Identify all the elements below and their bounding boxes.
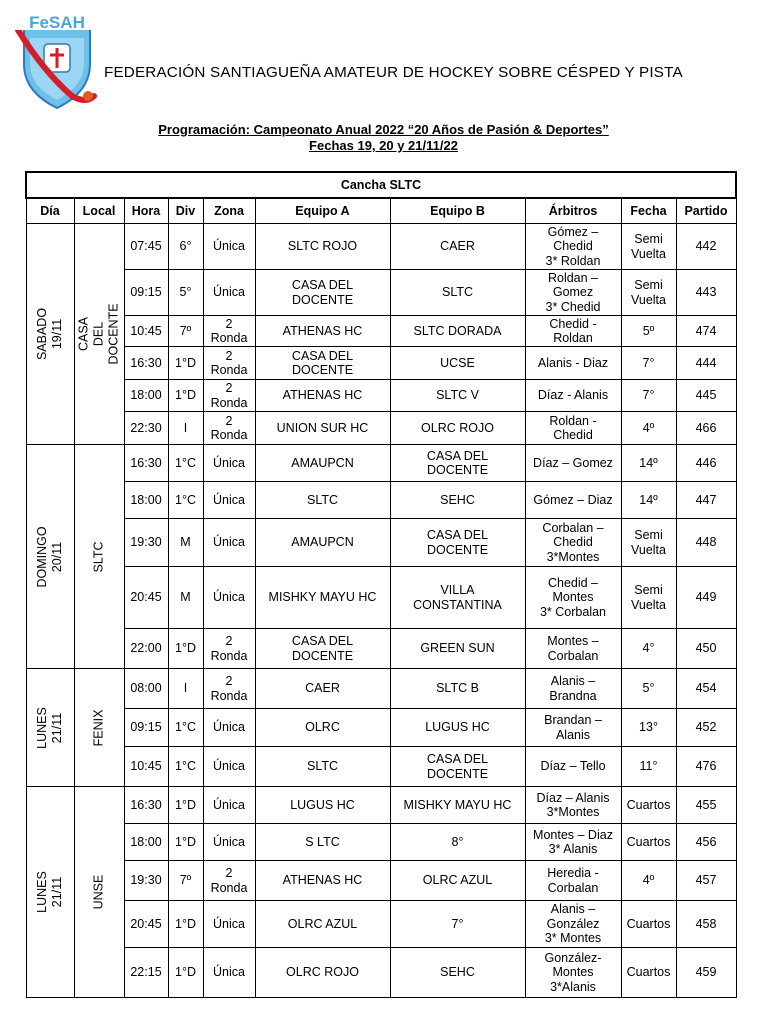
program-title-line2: Fechas 19, 20 y 21/11/22 xyxy=(309,138,458,153)
cell-zona: Única xyxy=(203,787,255,824)
cell-fecha: 4º xyxy=(621,412,676,445)
cell-b: GREEN SUN xyxy=(390,629,525,669)
cell-arb: Heredia - Corbalan xyxy=(525,861,621,901)
cell-hora: 16:30 xyxy=(124,347,168,380)
cell-partido: 466 xyxy=(676,412,736,445)
cell-b: CAER xyxy=(390,224,525,270)
table-row xyxy=(26,270,736,316)
table-row xyxy=(26,380,736,412)
cell-fecha: Semi Vuelta xyxy=(621,270,676,316)
cell-zona: Única xyxy=(203,482,255,519)
cell-b: SLTC DORADA xyxy=(390,316,525,347)
cell-partido: 458 xyxy=(676,901,736,948)
cell-b: 8° xyxy=(390,824,525,861)
column-header-row xyxy=(26,198,736,224)
table-row xyxy=(26,519,736,567)
cell-partido: 452 xyxy=(676,709,736,747)
day-cell xyxy=(26,787,74,998)
program-title-line1: Programación: Campeonato Anual 2022 “20 Años de Pasión & Deportes” xyxy=(158,122,609,137)
column-header: Día xyxy=(26,198,74,224)
cell-arb: Alanis – González 3* Montes xyxy=(525,901,621,948)
cell-b: OLRC AZUL xyxy=(390,861,525,901)
day-label: LUNES 21/11 xyxy=(35,706,64,749)
cell-div: 1°D xyxy=(168,347,203,380)
column-header: Equipo A xyxy=(255,198,390,224)
day-cell xyxy=(26,224,74,445)
cell-div: 1°C xyxy=(168,482,203,519)
cell-partido: 443 xyxy=(676,270,736,316)
cell-a: ATHENAS HC xyxy=(255,861,390,901)
cell-fecha: 4° xyxy=(621,629,676,669)
cell-zona: Única xyxy=(203,270,255,316)
venue-cell xyxy=(74,224,124,445)
cell-b: SLTC B xyxy=(390,669,525,709)
cell-partido: 447 xyxy=(676,482,736,519)
cell-partido: 474 xyxy=(676,316,736,347)
table-row xyxy=(26,316,736,347)
cell-arb: Montes – Diaz 3* Alanis xyxy=(525,824,621,861)
cell-arb: Alanis - Diaz xyxy=(525,347,621,380)
column-header: Equipo B xyxy=(390,198,525,224)
cell-partido: 457 xyxy=(676,861,736,901)
cell-hora: 10:45 xyxy=(124,747,168,787)
cell-arb: Montes – Corbalan xyxy=(525,629,621,669)
cell-a: CASA DEL DOCENTE xyxy=(255,629,390,669)
cell-hora: 22:00 xyxy=(124,629,168,669)
cell-a: CASA DEL DOCENTE xyxy=(255,347,390,380)
column-header: Zona xyxy=(203,198,255,224)
cell-div: 1°C xyxy=(168,445,203,482)
cell-a: AMAUPCN xyxy=(255,519,390,567)
day-label: SABADO 19/11 xyxy=(35,307,64,361)
cell-zona: Única xyxy=(203,224,255,270)
cell-partido: 444 xyxy=(676,347,736,380)
cell-div: 1°D xyxy=(168,901,203,948)
cell-fecha: 13° xyxy=(621,709,676,747)
cell-zona: 2 Ronda xyxy=(203,861,255,901)
cell-a: SLTC xyxy=(255,482,390,519)
cell-b: 7° xyxy=(390,901,525,948)
program-title xyxy=(0,122,767,154)
cell-hora: 08:00 xyxy=(124,669,168,709)
table-row xyxy=(26,901,736,948)
table-row xyxy=(26,347,736,380)
cell-fecha: 14º xyxy=(621,482,676,519)
cell-hora: 19:30 xyxy=(124,861,168,901)
table-row xyxy=(26,948,736,998)
day-cell xyxy=(26,445,74,669)
cell-div: 7º xyxy=(168,316,203,347)
cell-partido: 445 xyxy=(676,380,736,412)
cell-arb: Alanis – Brandna xyxy=(525,669,621,709)
schedule-table xyxy=(25,171,737,998)
cell-div: I xyxy=(168,412,203,445)
cell-div: M xyxy=(168,567,203,629)
cell-partido: 448 xyxy=(676,519,736,567)
cell-partido: 442 xyxy=(676,224,736,270)
cell-arb: Chedid – Montes 3* Corbalan xyxy=(525,567,621,629)
table-row xyxy=(26,629,736,669)
cell-partido: 449 xyxy=(676,567,736,629)
cell-div: 7º xyxy=(168,861,203,901)
cell-a: OLRC xyxy=(255,709,390,747)
cell-fecha: Cuartos xyxy=(621,901,676,948)
table-row xyxy=(26,824,736,861)
cell-b: SEHC xyxy=(390,948,525,998)
cell-zona: Única xyxy=(203,567,255,629)
cell-fecha: 7° xyxy=(621,347,676,380)
cell-a: MISHKY MAYU HC xyxy=(255,567,390,629)
cell-zona: 2 Ronda xyxy=(203,669,255,709)
cell-hora: 22:30 xyxy=(124,412,168,445)
cell-arb: Gómez – Diaz xyxy=(525,482,621,519)
cell-b: UCSE xyxy=(390,347,525,380)
cell-partido: 455 xyxy=(676,787,736,824)
cell-partido: 446 xyxy=(676,445,736,482)
cell-zona: 2 Ronda xyxy=(203,380,255,412)
cell-fecha: Cuartos xyxy=(621,787,676,824)
cell-arb: Corbalan – Chedid 3*Montes xyxy=(525,519,621,567)
cell-div: 6° xyxy=(168,224,203,270)
cell-arb: Díaz - Alanis xyxy=(525,380,621,412)
cell-arb: Roldan – Gomez 3* Chedid xyxy=(525,270,621,316)
cell-hora: 09:15 xyxy=(124,270,168,316)
cell-arb: Brandan – Alanis xyxy=(525,709,621,747)
cell-div: 1°D xyxy=(168,629,203,669)
venue-label: UNSE xyxy=(91,874,106,910)
table-row xyxy=(26,482,736,519)
cell-fecha: 11° xyxy=(621,747,676,787)
column-header: Div xyxy=(168,198,203,224)
cell-div: 5° xyxy=(168,270,203,316)
cell-hora: 19:30 xyxy=(124,519,168,567)
cell-a: S LTC xyxy=(255,824,390,861)
cell-a: SLTC xyxy=(255,747,390,787)
table-row xyxy=(26,412,736,445)
cell-zona: 2 Ronda xyxy=(203,629,255,669)
cell-arb: Roldan - Chedid xyxy=(525,412,621,445)
cell-b: SLTC xyxy=(390,270,525,316)
cell-b: SEHC xyxy=(390,482,525,519)
venue-cell xyxy=(74,669,124,787)
cell-hora: 16:30 xyxy=(124,787,168,824)
cell-partido: 456 xyxy=(676,824,736,861)
cell-zona: Única xyxy=(203,824,255,861)
cell-zona: 2 Ronda xyxy=(203,412,255,445)
cell-a: OLRC AZUL xyxy=(255,901,390,948)
cell-div: 1°C xyxy=(168,709,203,747)
cell-a: CAER xyxy=(255,669,390,709)
cell-arb: Díaz – Alanis 3*Montes xyxy=(525,787,621,824)
cell-hora: 16:30 xyxy=(124,445,168,482)
cell-hora: 20:45 xyxy=(124,901,168,948)
day-cell xyxy=(26,669,74,787)
cell-div: 1°D xyxy=(168,380,203,412)
venue-cell xyxy=(74,445,124,669)
cell-zona: Única xyxy=(203,948,255,998)
cell-hora: 10:45 xyxy=(124,316,168,347)
cell-div: 1°D xyxy=(168,824,203,861)
table-row xyxy=(26,445,736,482)
column-header: Local xyxy=(74,198,124,224)
venue-label: FENIX xyxy=(91,709,106,746)
cell-b: LUGUS HC xyxy=(390,709,525,747)
venue-label: CASA DEL DOCENTE xyxy=(76,303,121,365)
cell-hora: 22:15 xyxy=(124,948,168,998)
cell-hora: 18:00 xyxy=(124,380,168,412)
cell-hora: 09:15 xyxy=(124,709,168,747)
cell-hora: 18:00 xyxy=(124,482,168,519)
day-label: LUNES 21/11 xyxy=(35,871,64,913)
cell-partido: 454 xyxy=(676,669,736,709)
cell-fecha: Semi Vuelta xyxy=(621,224,676,270)
cell-b: CASA DEL DOCENTE xyxy=(390,747,525,787)
cell-partido: 459 xyxy=(676,948,736,998)
cell-arb: Gómez – Chedid 3* Roldan xyxy=(525,224,621,270)
table-row xyxy=(26,861,736,901)
cell-a: ATHENAS HC xyxy=(255,316,390,347)
federation-title: FEDERACIÓN SANTIAGUEÑA AMATEUR DE HOCKEY SOBRE CÉSPED Y PISTA xyxy=(104,64,683,81)
cell-fecha: 4º xyxy=(621,861,676,901)
day-label: DOMINGO 20/11 xyxy=(35,525,64,588)
table-row xyxy=(26,567,736,629)
cell-fecha: Cuartos xyxy=(621,824,676,861)
cell-fecha: 5° xyxy=(621,669,676,709)
table-row xyxy=(26,669,736,709)
cell-a: CASA DEL DOCENTE xyxy=(255,270,390,316)
cell-arb: González- Montes 3*Alanis xyxy=(525,948,621,998)
cell-a: AMAUPCN xyxy=(255,445,390,482)
cell-hora: 20:45 xyxy=(124,567,168,629)
cell-zona: 2 Ronda xyxy=(203,347,255,380)
cell-fecha: 14º xyxy=(621,445,676,482)
cell-div: M xyxy=(168,519,203,567)
cell-fecha: Semi Vuelta xyxy=(621,567,676,629)
table-row xyxy=(26,709,736,747)
cell-div: 1°D xyxy=(168,787,203,824)
schedule-body xyxy=(26,224,736,998)
cell-b: OLRC ROJO xyxy=(390,412,525,445)
cell-a: OLRC ROJO xyxy=(255,948,390,998)
cell-fecha: Semi Vuelta xyxy=(621,519,676,567)
cell-partido: 476 xyxy=(676,747,736,787)
cell-b: SLTC V xyxy=(390,380,525,412)
cell-zona: 2 Ronda xyxy=(203,316,255,347)
cell-partido: 450 xyxy=(676,629,736,669)
cell-a: LUGUS HC xyxy=(255,787,390,824)
cell-zona: Única xyxy=(203,709,255,747)
cell-arb: Díaz – Tello xyxy=(525,747,621,787)
cell-a: ATHENAS HC xyxy=(255,380,390,412)
venue-label: SLTC xyxy=(91,540,106,573)
cell-zona: Única xyxy=(203,747,255,787)
cell-a: SLTC ROJO xyxy=(255,224,390,270)
cell-hora: 18:00 xyxy=(124,824,168,861)
cell-div: 1°C xyxy=(168,747,203,787)
column-header: Árbitros xyxy=(525,198,621,224)
venue-cell xyxy=(74,787,124,998)
cell-hora: 07:45 xyxy=(124,224,168,270)
cell-fecha: 5º xyxy=(621,316,676,347)
svg-text:FeSAH: FeSAH xyxy=(29,13,85,32)
fesah-logo xyxy=(14,12,100,112)
cell-arb: Chedid - Roldan xyxy=(525,316,621,347)
cell-b: CASA DEL DOCENTE xyxy=(390,445,525,482)
cell-fecha: 7° xyxy=(621,380,676,412)
cell-a: UNION SUR HC xyxy=(255,412,390,445)
cell-zona: Única xyxy=(203,445,255,482)
table-row xyxy=(26,224,736,270)
cell-b: MISHKY MAYU HC xyxy=(390,787,525,824)
cell-fecha: Cuartos xyxy=(621,948,676,998)
column-header: Hora xyxy=(124,198,168,224)
cell-zona: Única xyxy=(203,901,255,948)
cell-div: 1°D xyxy=(168,948,203,998)
cell-div: I xyxy=(168,669,203,709)
cell-zona: Única xyxy=(203,519,255,567)
cell-b: VILLA CONSTANTINA xyxy=(390,567,525,629)
cell-b: CASA DEL DOCENTE xyxy=(390,519,525,567)
cell-arb: Díaz – Gomez xyxy=(525,445,621,482)
table-row xyxy=(26,747,736,787)
table-row xyxy=(26,787,736,824)
column-header: Partido xyxy=(676,198,736,224)
cancha-header: Cancha SLTC xyxy=(26,172,736,198)
column-header: Fecha xyxy=(621,198,676,224)
